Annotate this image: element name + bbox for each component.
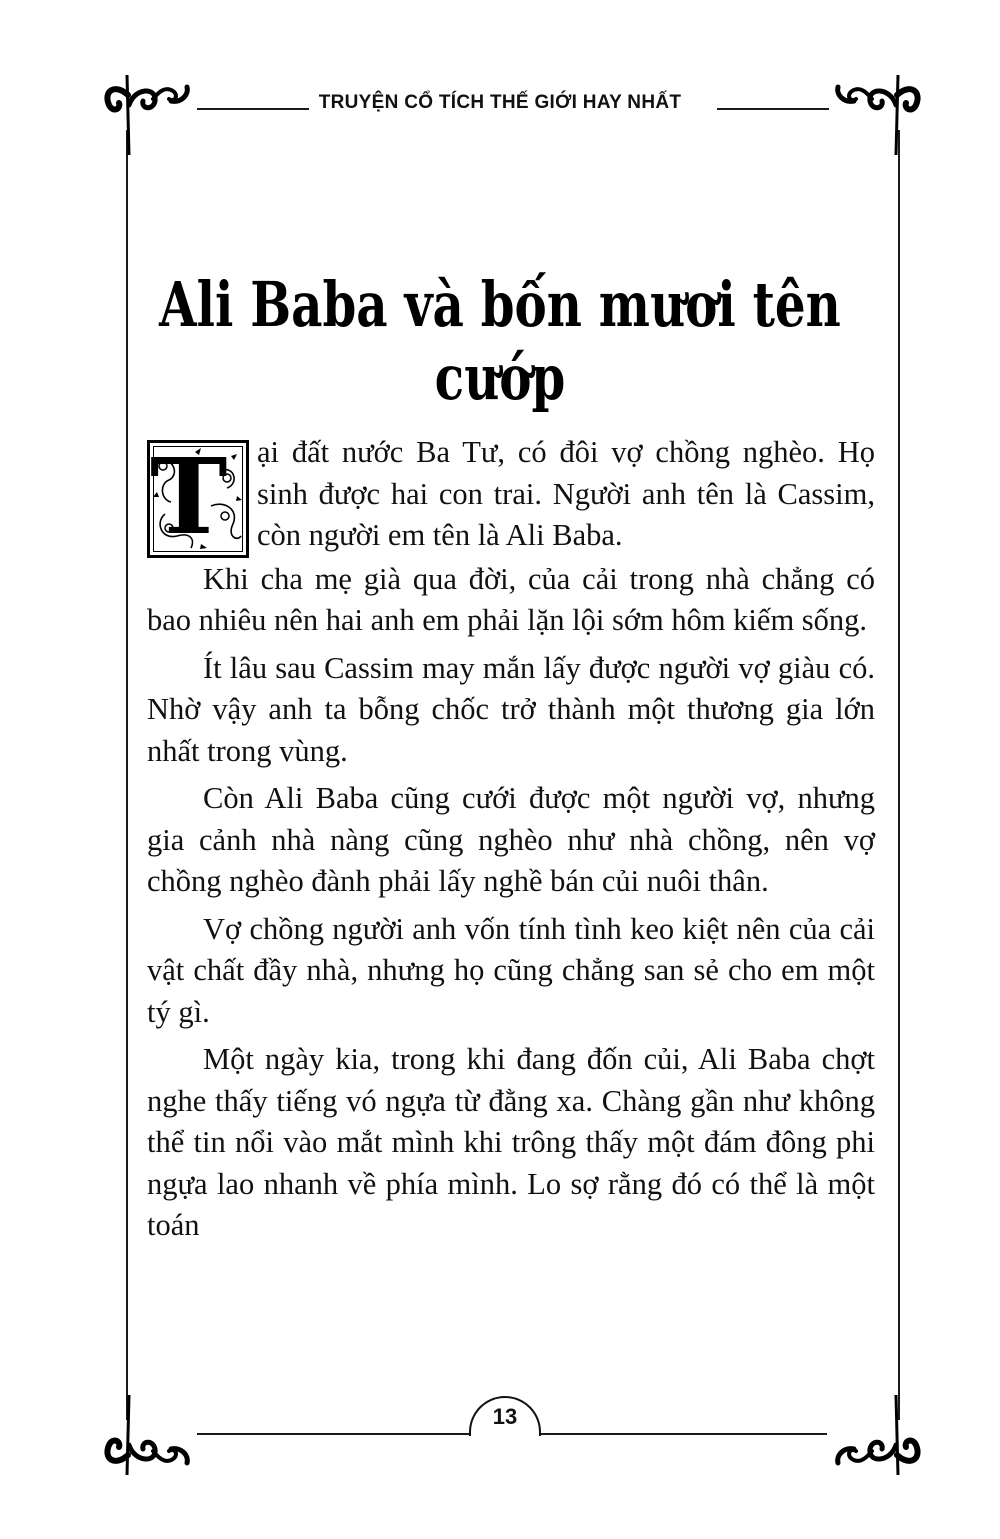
running-header: TRUYỆN CỔ TÍCH THẾ GIỚI HAY NHẤT (318, 92, 682, 113)
page-number: 13 (492, 1404, 518, 1429)
story-title: Ali Baba và bốn mươi tên cướp (159, 268, 841, 414)
corner-ornament-bottom-left-icon (95, 1395, 195, 1485)
paragraph-3: Ít lâu sau Cassim may mắn lấy được người vợ giàu có. Nhờ vậy anh ta bỗng chốc trở thành một thương gia lớn nhất trong vùng. (147, 650, 875, 768)
paragraph-4: Còn Ali Baba cũng cưới được một người vợ, nhưng gia cảnh nhà nàng cũng nghèo như nhà chồng, nên vợ chồng nghèo đành phải lấy nghề bán củi nuôi thân. (147, 781, 875, 898)
drop-cap (147, 435, 249, 558)
paragraph-2: Khi cha mẹ già qua đời, của cải trong nhà chẳng có bao nhiêu nên hai anh em phải lặn lội sớm hôm kiếm sống. (147, 561, 875, 637)
story-body (147, 432, 875, 1247)
drop-cap-letter: T (150, 435, 228, 558)
paragraph-5: Vợ chồng người anh vốn tính tình keo kiệt nên của cải vật chất đầy nhà, nhưng họ cũng chẳng san sẻ cho em một tý gì. (147, 911, 875, 1029)
frame-right-line (898, 130, 900, 1420)
corner-ornament-bottom-right-icon (830, 1395, 930, 1485)
paragraph-6: Một ngày kia, trong khi đang đốn củi, Ali Baba chợt nghe thấy tiếng vó ngựa từ đằng xa. Chàng gần như không thể tin nổi vào mắt mình khi trông thấy một đám đông phi ngựa lao nhanh về phía mình. Lo sợ rằng đó có thể là một toán (147, 1042, 875, 1242)
paragraph-1: T ại đất nước Ba Tư, có đôi vợ chồng nghèo. Họ sinh được hai con trai. Người anh tên là Cassim, còn người em tên là Ali Baba. (147, 432, 875, 557)
